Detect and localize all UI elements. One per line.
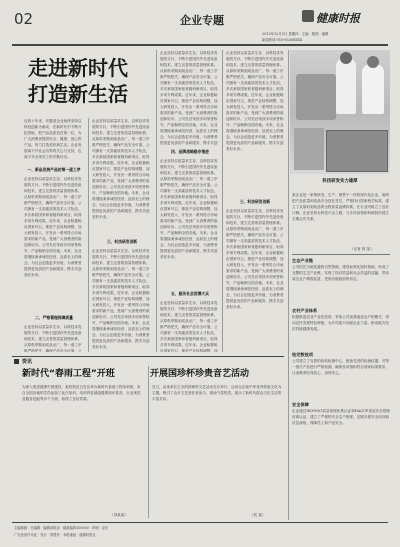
article-column-3: 企业坚持以质量求生存，以科技求发展的方针，不断引进国内外先进设备和技术，建立完善的质量管理体系。从原料采购到成品出厂，每一道工序都严格把关，确保产品安全可靠。公司拥有一支高素质的技术人才队伍，多次承担国家和省级科研项目，取得多项专利成果。近年来，企业积极响应国家号召，推进产业结构调整，加大研发投入，开发出一系列符合市场需求的新产品，受到广大消费者的欢迎和好评。公司先后荣获多项荣誉称号，产品畅销全国各地。未来，企业将继续秉承诚信经营、品质至上的理念，为社会创造更多价值，为消费者提供更优质的产品和服务，携手共创 xyxy=(160,51,218,145)
page-number: 02 xyxy=(14,10,34,28)
photo-caption: 科技研发实力雄厚 xyxy=(322,179,358,184)
news-label: 资讯 xyxy=(22,359,33,365)
article-column-2b: 企业坚持以质量求生存，以科技求发展的方针，不断引进国内外先进设备和技术，建立完善的质量管理体系。从原料采购到成品出厂，每一道工序都严格把关，确保产品安全可靠。公司拥有一支高素质的技术人才队伍，多次承担国家和省级科研项目，取得多项专利成果。近年来，企业积极响应国家号召，推进产业结构调整，加大研发投入，开发出一系列符合市场需求的新产品，受到广大消费者的欢迎和好评。公司先后荣获多项荣誉称号，产品畅销全国各地。未来，企业将继续秉承诚信经营、品质至上的理念，为社会创造更多价值，为消费者提供更优质的产品和服务，携手共创美好未来。 xyxy=(92,249,150,349)
article-column-3c: 企业坚持以质量求生存，以科技求发展的方针，不断引进国内外先进设备和技术，建立完善的质量管理体系。从原料采购到成品出厂，每一道工序都严格把关，确保产品安全可靠。公司拥有一支高素质的技术人才队伍，多次承担国家和省级科研项目，取得多项专利成果。近年来，企业积极响应国家号召，推进产业结构调整，加 xyxy=(160,301,218,352)
article-column-3b: 企业坚持以质量求生存，以科技求发展的方针，不断引进国内外先进设备和技术，建立完善的质量管理体系。从原料采购到成品出厂，每一道工序都严格把关，确保产品安全可靠。公司拥有一支高素质的技术人才队伍，多次承担国家和省级科研项目，取得多项专利成果。近年来，企业积极响应国家号召，推进产业结构调整，加大研发投入，开发出一系列符合市场需求的新产品，受到广大消费者的欢迎和好评。公司先后荣获多项荣誉称号，产品畅销全国各地。未来，企业将继续秉承诚信经营、品质至上的理念，为社会创造更多价值，为消费者提供更优质的产品和服务，携手共创美好未来。 xyxy=(160,159,218,259)
section-title: 企业专题 xyxy=(180,14,224,27)
researcher-figure-1 xyxy=(336,58,356,114)
column-divider-1 xyxy=(88,118,89,352)
researcher-head-2 xyxy=(367,56,379,68)
main-title-line2: 打造新生活 xyxy=(28,82,128,106)
news-rule-top xyxy=(12,356,284,357)
news-left-title: 新时代“春雨工程”开班 xyxy=(22,369,115,379)
news-divider xyxy=(148,366,149,518)
column-divider-4 xyxy=(288,50,289,200)
right-item4-text: 企业通过ISO9001质量管理体系认证和HACCP食品安全管理体系认证，建立了严格的安全生产制度，定期开展安全培训和应急演练，保障员工和产品安全。 xyxy=(292,409,390,425)
right-item3-title: 检定数检项 xyxy=(292,352,313,357)
right-block-rule xyxy=(292,254,390,255)
paper-logo-icon xyxy=(302,10,314,22)
header-date-line: 2013年12月5日 星期四 · 主编 · 版面 · 编辑 xyxy=(262,32,329,36)
right-intro: 某企业是一家集研发、生产、销售于一体的现代化企业，始终把产品质量和食品安全放在首位，严格执行国家相关标准，建立了从原料到成品的全程质量追溯体系，在行业内树立了良好口碑。企业坚持走科技兴企之路，与多所高校和科研院所建立长期合作关系。 xyxy=(292,193,390,221)
footer-line-1: 主编邮箱 · 总编辑 · 编辑部电话 · 邮政编码100000 · 印刷 · 定价 xyxy=(14,526,109,530)
microscope-photo xyxy=(326,130,388,172)
column-divider-3 xyxy=(222,50,223,352)
news-right-author: （武 某） xyxy=(250,513,266,517)
right-item2-text: 积极推进农业产业化经营，采取公司加基地加农户的模式，带动农民发展特色种植，为乡村振兴贡献企业力量，推动地方经济持续健康发展。 xyxy=(292,315,390,331)
article-column-1: 企业坚持以质量求生存，以科技求发展的方针，不断引进国内外先进设备和技术，建立完善的质量管理体系。从原料采购到成品出厂，每一道工序都严格把关，确保产品安全可靠。公司拥有一支高素质的技术人才队伍，多次承担国家和省级科研项目，取得多项专利成果。近年来，企业积极响应国家号召，推进产业结构调整，加大研发投入，开发出一系列符合市场需求的新产品，受到广大消费者的欢迎和好评。公司先后荣获多项荣誉称号，产品畅销全国各地。未来，企业将继续秉承诚信经营、品质至上的理念，为社会创造更多价值，为消费者提供更优质的产品和服务，携手共创美好未来。 xyxy=(24,177,82,277)
article-column-1b: 企业坚持以质量求生存，以科技求发展的方针，不断引进国内外先进设备和技术，建立完善的质量管理体系。从原料采购到成品出厂，每一道工序都严格把关，确保产品安全可靠。公 xyxy=(24,325,82,352)
main-title-line1: 走进新时代 xyxy=(28,56,128,80)
article-subheading-4: 四、品牌战略稳步推进 xyxy=(171,149,209,154)
header-contact-line: 新闻热线:010-65368XXX xyxy=(262,38,303,42)
article-subheading-3: 三、科技研发创新 xyxy=(106,239,138,244)
right-item2-title: 农村产业体系 xyxy=(292,308,318,313)
article-subheading-5: 五、服务社会回馈大众 xyxy=(171,291,209,296)
news-bullet-icon xyxy=(14,359,19,364)
article-subheading-1: 一、新品发展产品的第一道工序 xyxy=(27,167,81,172)
news-left-text: 为深入推进健康中国建设，某机构近日在京举办新时代春雨工程培训班，来自全国各地的学员参加了此次培训。培训内容涵盖健康知识普及、行业规范及服务技能等多个方面，取得了良好效果。 xyxy=(22,385,141,401)
header-rule xyxy=(12,44,388,46)
scientist-photo xyxy=(294,128,324,170)
column-divider-2 xyxy=(156,50,157,352)
researcher-figure-2 xyxy=(362,64,384,114)
right-item1-title: 生态产业链 xyxy=(292,258,313,263)
lab-equipment-shape xyxy=(296,74,336,120)
news-right-text: 近日，由某单位主办的国珍杯文艺活动在京举行，活动以弘扬中华优秀传统文化为主题，吸引了众多文艺爱好者参与，现场气氛热烈，展示了新时代群众文化生活的丰富多彩。 xyxy=(152,385,282,401)
right-item3-text: 公司建立了完善的检验检测中心，配备先进的检测仪器，对每一批次产品进行严格检测，确保各项指标符合国家标准要求，让消费者吃得放心、用得安心。 xyxy=(292,359,390,375)
lab-photo xyxy=(290,50,390,174)
right-item4-title: 安全保障 xyxy=(292,402,309,407)
right-item1-text: 公司依托当地优越的自然资源，建设标准化原料基地，形成了完整的生态产业链，实现了经济效益和社会效益的双赢，带动周边农户增收致富，受到各级政府的肯定。 xyxy=(292,265,390,281)
article-lead: 近四十年来，安徽某企业始终坚持以科技创新为驱动，在新时代中不断开拓进取，把产品品质放在第一位，为广大消费者提供安全、健康、放心的产品，努力打造美好新生活。企业发展离不开社会各界的关心与支持，也离不开全体员工的辛勤付出。 xyxy=(24,119,82,159)
news-right-title: 开展国珍杯珍贵音艺活动 xyxy=(150,369,250,379)
news-left-author: （刘某某） xyxy=(110,513,128,517)
right-block-divider xyxy=(288,200,289,520)
article-subheading-2: 二、严格管理保障质量 xyxy=(35,315,73,320)
footer-rule xyxy=(12,522,388,523)
researcher-head-1 xyxy=(340,52,352,64)
article-column-4: 企业坚持以质量求生存，以科技求发展的方针，不断引进国内外先进设备和技术，建立完善的质量管理体系。从原料采购到成品出厂，每一道工序都严格把关，确保产品安全可靠。公司拥有一支高素质的技术人才队伍，多次承担国家和省级科研项目，取得多项专利成果。近年来，企业积极响应国家号召，推进产业结构调整，加大研发投入，开发出一系列符合市场需求的新产品，受到广大消费者的欢迎和好评。公司先后荣获多项荣誉称号，产品畅销全国各地。未来，企业将继续秉承诚信经营、品质至上的理念，为社会创造更多价值，为消费者提供更优质的产品和服务，携手共创美好未来。 xyxy=(226,51,284,151)
paper-name: 健康时报 xyxy=(316,12,360,25)
article-column-4b: 企业坚持以质量求生存，以科技求发展的方针，不断引进国内外先进设备和技术，建立完善的质量管理体系。从原料采购到成品出厂，每一道工序都严格把关，确保产品安全可靠。公司拥有一支高素质的技术人才队伍，多次承担国家和省级科研项目，取得多项专利成果。近年来，企业积极响应国家号召，推进产业结构调整，加大研发投入，开发出一系列符合市场需求的新产品，受到广大消费者的欢迎和好评。公司先后荣获多项荣誉称号，产品畅销全国各地。未来，企业将继续秉承诚信经营、品质至上的理念，为社会创造更多价值，为消费者提供更优质的产品和服务，携手共创美好未来。 xyxy=(226,209,284,309)
footer-line-2: 广告经营许可证 · 发行 · 零售价 · 本报地址 · 健康时报社 xyxy=(14,533,96,537)
article-column-2: 企业坚持以质量求生存，以科技求发展的方针，不断引进国内外先进设备和技术，建立完善的质量管理体系。从原料采购到成品出厂，每一道工序都严格把关，确保产品安全可靠。公司拥有一支高素质的技术人才队伍，多次承担国家和省级科研项目，取得多项专利成果。近年来，企业积极响应国家号召，推进产业结构调整，加大研发投入，开发出一系列符合市场需求的新产品，受到广大消费者的欢迎和好评。公司先后荣获多项荣誉称号，产品畅销全国各地。未来，企业将继续秉承诚信经营、品质至上的理念，为社会创造更多价值，为消费者提供更优质的产品和服务，携手共创美好未来。 xyxy=(92,119,150,219)
article-subheading-6: 三、科技研发创新 xyxy=(239,199,271,204)
right-reporter: （记者 林 某） xyxy=(350,247,374,251)
